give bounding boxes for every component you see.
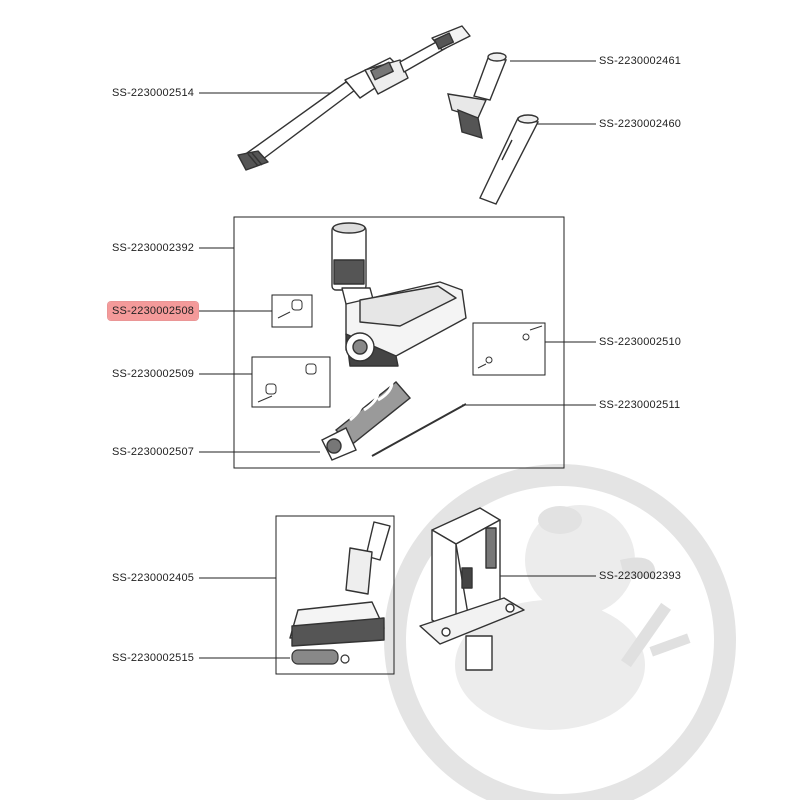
crevice-tool-drawing — [480, 115, 538, 204]
turbo-nozzle-drawing — [290, 522, 390, 646]
extension-tube-drawing — [238, 26, 470, 170]
floor-nozzle-drawing — [332, 223, 466, 366]
part-label-2508[interactable]: SS-2230002508 — [108, 302, 198, 320]
assembly-box-screws-2510 — [473, 323, 545, 375]
part-label-2461[interactable]: SS-2230002461 — [599, 55, 682, 67]
screw-set-2510-drawing — [478, 326, 542, 368]
screw-set-2509-drawing — [258, 364, 316, 402]
part-label-2509[interactable]: SS-2230002509 — [112, 368, 195, 380]
part-label-2405[interactable]: SS-2230002405 — [112, 572, 195, 584]
part-label-2507[interactable]: SS-2230002507 — [112, 446, 195, 458]
brush-roll-drawing — [322, 382, 410, 460]
part-label-2393[interactable]: SS-2230002393 — [599, 570, 682, 582]
part-label-2511[interactable]: SS-2230002511 — [599, 399, 681, 411]
part-label-2514[interactable]: SS-2230002514 — [112, 87, 195, 99]
part-label-2515[interactable]: SS-2230002515 — [112, 652, 195, 664]
part-label-2510[interactable]: SS-2230002510 — [599, 336, 682, 348]
assembly-box-screws-2508 — [272, 295, 312, 327]
screw-set-2508-drawing — [278, 300, 302, 318]
part-label-2392[interactable]: SS-2230002392 — [112, 242, 195, 254]
small-brush-roll-drawing — [292, 650, 349, 664]
dusting-brush-drawing — [448, 53, 506, 138]
part-label-2460[interactable]: SS-2230002460 — [599, 118, 682, 130]
